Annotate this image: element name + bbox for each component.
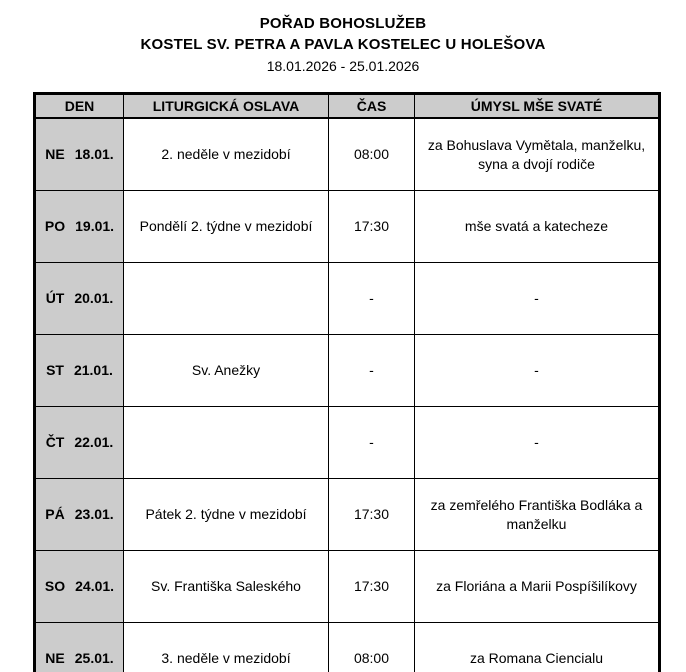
intention-cell: za zemřelého Františka Bodláka a manželku: [415, 479, 660, 551]
day-date: 20.01.: [74, 290, 114, 306]
column-header-liturgicka-oslava: LITURGICKÁ OSLAVA: [124, 94, 329, 119]
time-cell: 08:00: [329, 118, 415, 191]
day-abbreviation: ÚT: [45, 290, 65, 306]
intention-cell: -: [415, 407, 660, 479]
table-row: [35, 551, 660, 623]
day-date: 23.01.: [74, 506, 114, 522]
day-abbreviation: NE: [45, 146, 65, 162]
day-cell: [35, 191, 124, 263]
intention-cell: -: [415, 335, 660, 407]
time-cell: 08:00: [329, 623, 415, 672]
liturgy-cell: Sv. Anežky: [124, 335, 329, 407]
liturgy-cell: 2. neděle v mezidobí: [124, 118, 329, 191]
liturgy-cell: [124, 407, 329, 479]
liturgy-cell: [124, 263, 329, 335]
day-cell: [35, 118, 124, 191]
day-cell: [35, 623, 124, 672]
day-abbreviation: PO: [44, 218, 66, 234]
day-date: 19.01.: [75, 218, 115, 234]
intention-cell: za Romana Ciencialu: [415, 623, 660, 672]
schedule-body: [35, 118, 660, 672]
day-date: 21.01.: [73, 362, 113, 378]
time-cell: -: [329, 335, 415, 407]
time-cell: 17:30: [329, 479, 415, 551]
day-date: 18.01.: [74, 146, 114, 162]
day-abbreviation: ST: [46, 362, 64, 378]
page-title: POŘAD BOHOSLUŽEB: [259, 15, 427, 32]
day-abbreviation: NE: [45, 650, 65, 666]
table-row: [35, 407, 660, 479]
intention-cell: za Bohuslava Vymětala, manželku, syna a dvojí rodiče: [415, 118, 660, 191]
liturgy-cell: Pátek 2. týdne v mezidobí: [124, 479, 329, 551]
liturgy-cell: Sv. Františka Saleského: [124, 551, 329, 623]
time-cell: -: [329, 407, 415, 479]
column-header-umysl-mse-svate: ÚMYSL MŠE SVATÉ: [415, 94, 660, 119]
intention-cell: -: [415, 263, 660, 335]
day-cell: [35, 551, 124, 623]
day-abbreviation: ČT: [45, 434, 65, 450]
time-cell: 17:30: [329, 551, 415, 623]
liturgy-cell: Pondělí 2. týdne v mezidobí: [124, 191, 329, 263]
church-subtitle: KOSTEL SV. PETRA A PAVLA KOSTELEC U HOLEŠOVA: [140, 36, 546, 53]
day-cell: [35, 263, 124, 335]
table-row: [35, 263, 660, 335]
day-date: 24.01.: [75, 578, 115, 594]
schedule-table: [33, 92, 661, 672]
day-abbreviation: PÁ: [45, 506, 65, 522]
table-row: [35, 479, 660, 551]
table-row: [35, 335, 660, 407]
day-abbreviation: SO: [44, 578, 66, 594]
title-block: [0, 0, 686, 76]
day-date: 25.01.: [74, 650, 114, 666]
liturgy-cell: 3. neděle v mezidobí: [124, 623, 329, 672]
time-cell: 17:30: [329, 191, 415, 263]
day-cell: [35, 335, 124, 407]
table-header-row: [35, 94, 660, 119]
table-row: [35, 191, 660, 263]
table-row: [35, 623, 660, 672]
date-range: 18.01.2026 - 25.01.2026: [266, 58, 420, 74]
column-header-cas: ČAS: [329, 94, 415, 119]
time-cell: -: [329, 263, 415, 335]
day-cell: [35, 407, 124, 479]
day-date: 22.01.: [74, 434, 114, 450]
intention-cell: mše svatá a katecheze: [415, 191, 660, 263]
intention-cell: za Floriána a Marii Pospíšilíkovy: [415, 551, 660, 623]
day-cell: [35, 479, 124, 551]
column-header-den: DEN: [35, 94, 124, 119]
table-row: [35, 118, 660, 191]
